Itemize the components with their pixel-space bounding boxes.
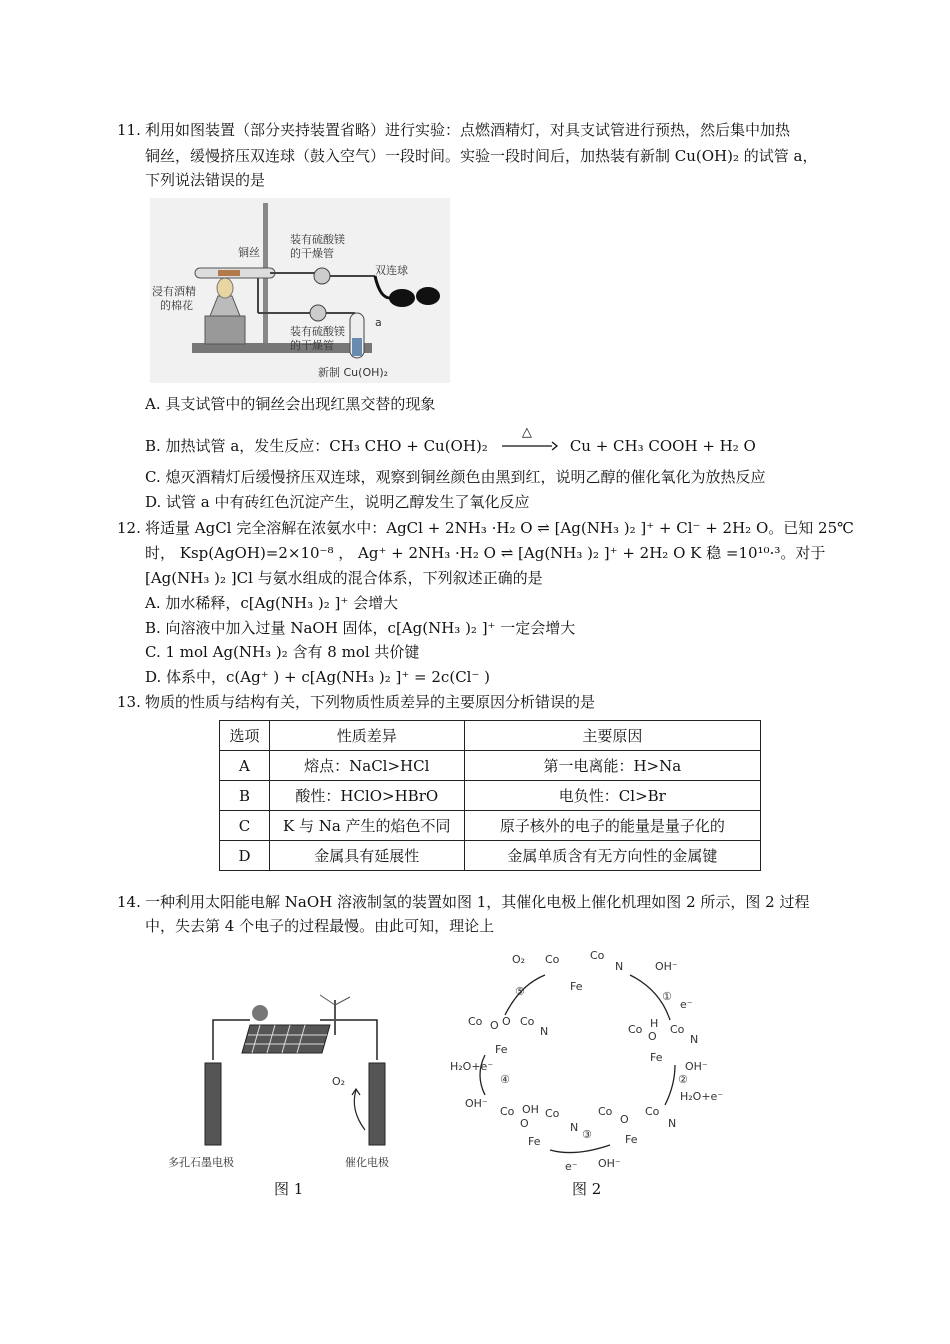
svg-text:O: O xyxy=(502,1015,511,1028)
question-12-number: 12. xyxy=(117,519,141,537)
heat-condition: △ xyxy=(521,425,532,440)
svg-text:OH: OH xyxy=(522,1103,539,1116)
question-14-stem-line1: 一种利用太阳能电解 NaOH 溶液制氢的装置如图 1，其催化电极上催化机理如图 2 所示，图 2 过程 xyxy=(145,893,810,911)
svg-text:N: N xyxy=(540,1025,549,1038)
table-cell: 第一电离能：H>Na xyxy=(464,751,760,781)
question-11-stem-line3: 下列说法错误的是 xyxy=(145,171,266,189)
table-cell: C xyxy=(220,811,270,841)
question-11-stem-line2: 铜丝，缓慢挤压双连球（鼓入空气）一段时间。实验一段时间后，加热装有新制 Cu(OH)₂ 的试管 a， xyxy=(145,147,818,165)
table-row xyxy=(220,811,761,841)
q11-option-c: C. 熄灭酒精灯后缓慢挤压双连球，观察到铜丝颜色由黑到红，说明乙醇的催化氧化为放热反应 xyxy=(145,468,766,486)
svg-text:Co: Co xyxy=(500,1105,515,1118)
table-header-row xyxy=(220,721,761,751)
svg-text:H₂O+e⁻: H₂O+e⁻ xyxy=(680,1090,724,1103)
q12-option-a: A. 加水稀释，c[Ag(NH₃ )₂ ]⁺ 会增大 xyxy=(145,594,399,612)
svg-text:OH⁻: OH⁻ xyxy=(655,960,678,973)
label-fresh-cuoh2: 新制 Cu(OH)₂ xyxy=(318,366,389,379)
svg-text:Co: Co xyxy=(545,1107,560,1120)
svg-text:Co: Co xyxy=(590,949,605,962)
table-cell: 酸性：HClO>HBrO xyxy=(269,781,464,811)
right-electrode-label: 催化电极 xyxy=(345,1156,389,1169)
svg-text:Fe: Fe xyxy=(650,1051,663,1064)
table-cell: A xyxy=(220,751,270,781)
svg-text:N: N xyxy=(570,1121,579,1134)
o2-label: O₂ xyxy=(332,1075,346,1088)
label-cotton-1: 浸有酒精 xyxy=(152,285,196,298)
svg-text:Fe: Fe xyxy=(528,1135,541,1148)
q12-option-c: C. 1 mol Ag(NH₃ )₂ 含有 8 mol 共价键 xyxy=(145,643,420,661)
question-12-stem-line2: 时， Ksp(AgOH)=2×10⁻⁸ ， Ag⁺ + 2NH₃ ·H₂ O ⇌ [Ag(NH₃ )₂ ]⁺ + 2H₂ O K 稳 =10¹⁰·³。对于 xyxy=(145,544,826,562)
svg-text:e⁻: e⁻ xyxy=(565,1160,578,1173)
label-copper: 铜丝 xyxy=(238,246,260,259)
svg-text:Co: Co xyxy=(520,1015,535,1028)
svg-text:OH⁻: OH⁻ xyxy=(465,1097,488,1110)
table-cell: 金属具有延展性 xyxy=(269,841,464,871)
svg-text:④: ④ xyxy=(500,1073,510,1086)
table-cell: 原子核外的电子的能量是量子化的 xyxy=(464,811,760,841)
label-dryer-top-2: 的干燥管 xyxy=(290,247,334,260)
graphite-electrode xyxy=(205,1063,221,1145)
svg-text:Fe: Fe xyxy=(495,1043,508,1056)
figure-1-electrolysis xyxy=(160,985,420,1175)
svg-text:Fe: Fe xyxy=(570,980,583,993)
svg-text:N: N xyxy=(668,1117,677,1130)
table-row xyxy=(220,751,761,781)
svg-text:N: N xyxy=(690,1033,699,1046)
label-dryer-top-1: 装有硫酸镁 xyxy=(290,233,345,246)
figure-2-mechanism xyxy=(440,945,740,1175)
figure-2-caption: 图 2 xyxy=(572,1180,602,1198)
table-header: 选项 xyxy=(220,721,270,751)
svg-text:O: O xyxy=(620,1113,629,1126)
table-cell: 金属单质含有无方向性的金属键 xyxy=(464,841,760,871)
svg-text:Co: Co xyxy=(545,953,560,966)
table-cell: B xyxy=(220,781,270,811)
table-header: 性质差异 xyxy=(269,721,464,751)
table-row xyxy=(220,841,761,871)
question-12-stem-line3: [Ag(NH₃ )₂ ]Cl 与氨水组成的混合体系，下列叙述正确的是 xyxy=(145,569,543,587)
q13-table xyxy=(219,720,761,871)
table-header: 主要原因 xyxy=(464,721,760,751)
q11-option-a: A. 具支试管中的铜丝会出现红黑交替的现象 xyxy=(145,395,436,413)
svg-text:Co: Co xyxy=(670,1023,685,1036)
svg-text:③: ③ xyxy=(582,1128,592,1141)
svg-text:H₂O+e⁻: H₂O+e⁻ xyxy=(450,1060,494,1073)
table-cell: D xyxy=(220,841,270,871)
figure-1-caption: 图 1 xyxy=(274,1180,304,1198)
svg-text:O: O xyxy=(490,1019,499,1032)
svg-text:①: ① xyxy=(662,990,672,1003)
table-cell: 电负性：Cl>Br xyxy=(464,781,760,811)
svg-text:O: O xyxy=(520,1117,529,1130)
question-13-number: 13. xyxy=(117,693,141,711)
left-electrode-label: 多孔石墨电极 xyxy=(168,1156,234,1169)
question-14-stem-line2: 中，失去第 4 个电子的过程最慢。由此可知，理论上 xyxy=(145,917,495,935)
table-cell: K 与 Na 产生的焰色不同 xyxy=(269,811,464,841)
q11-option-b xyxy=(145,425,756,457)
catalytic-electrode xyxy=(369,1063,385,1145)
svg-text:⑤: ⑤ xyxy=(515,985,525,998)
svg-text:Co: Co xyxy=(468,1015,483,1028)
question-12-stem-line1: 将适量 AgCl 完全溶解在浓氨水中：AgCl + 2NH₃ ·H₂ O ⇌ [Ag(NH₃ )₂ ]⁺ + Cl⁻ + 2H₂ O。已知 25℃ xyxy=(145,519,854,537)
question-14-number: 14. xyxy=(117,893,141,911)
q11-option-b-left: B. 加热试管 a，发生反应：CH₃ CHO + Cu(OH)₂ xyxy=(145,437,488,455)
label-cotton-2: 的棉花 xyxy=(160,299,193,312)
svg-text:Fe: Fe xyxy=(625,1133,638,1146)
label-bulb: 双连球 xyxy=(375,264,408,277)
svg-text:O: O xyxy=(648,1030,657,1043)
label-tube-a: a xyxy=(375,316,382,329)
table-cell: 熔点：NaCl>HCl xyxy=(269,751,464,781)
label-dryer-bottom-1: 装有硫酸镁 xyxy=(290,325,345,338)
reaction-arrow xyxy=(500,425,558,457)
svg-text:Co: Co xyxy=(628,1023,643,1036)
question-11-number: 11. xyxy=(117,121,141,139)
sun-icon xyxy=(252,1005,268,1021)
q12-option-b: B. 向溶液中加入过量 NaOH 固体，c[Ag(NH₃ )₂ ]⁺ 一定会增大 xyxy=(145,619,576,637)
label-dryer-bottom-2: 的干燥管 xyxy=(290,339,334,352)
figure-apparatus xyxy=(150,198,450,383)
o2-label: O₂ xyxy=(512,953,526,966)
svg-text:e⁻: e⁻ xyxy=(680,998,693,1011)
q11-option-b-right: Cu + CH₃ COOH + H₂ O xyxy=(569,437,756,455)
q12-option-d: D. 体系中，c(Ag⁺ ) + c[Ag(NH₃ )₂ ]⁺ = 2c(Cl⁻ ) xyxy=(145,668,491,686)
svg-text:Co: Co xyxy=(598,1105,613,1118)
svg-text:Co: Co xyxy=(645,1105,660,1118)
svg-text:OH⁻: OH⁻ xyxy=(685,1060,708,1073)
svg-text:H: H xyxy=(650,1017,659,1030)
svg-text:②: ② xyxy=(678,1073,688,1086)
svg-text:OH⁻: OH⁻ xyxy=(598,1157,621,1170)
table-row xyxy=(220,781,761,811)
question-11-stem-line1: 利用如图装置（部分夹持装置省略）进行实验：点燃酒精灯，对具支试管进行预热，然后集中加热 xyxy=(145,121,791,139)
question-13-stem: 物质的性质与结构有关，下列物质性质差异的主要原因分析错误的是 xyxy=(145,693,596,711)
q11-option-d: D. 试管 a 中有砖红色沉淀产生，说明乙醇发生了氧化反应 xyxy=(145,493,530,511)
svg-text:N: N xyxy=(615,960,624,973)
